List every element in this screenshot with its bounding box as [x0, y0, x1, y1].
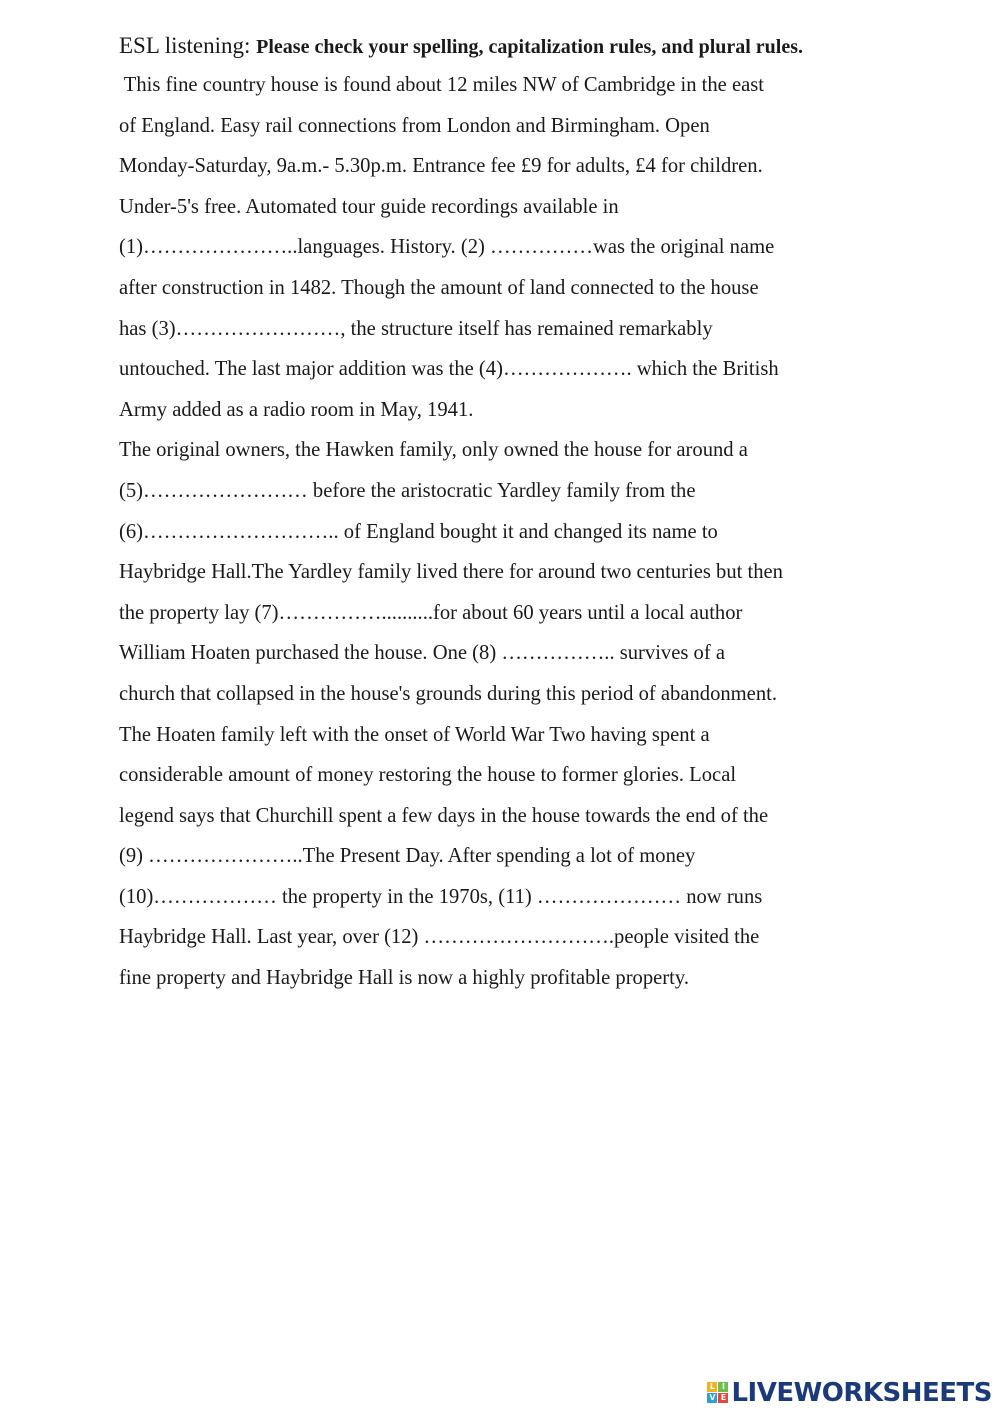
passage-line: Haybridge Hall.The Yardley family lived there for around two centuries but then: [119, 561, 783, 584]
header-instruction: Please check your spelling, capitalization rules, and plural rules.: [256, 36, 804, 58]
passage-line: Under-5's free. Automated tour guide recordings available in: [119, 195, 619, 218]
passage: [119, 65, 889, 999]
passage-line: Army added as a radio room in May, 1941.: [119, 398, 474, 421]
passage-line: of England. Easy rail connections from London and Birmingham. Open: [119, 114, 710, 137]
passage-line: fine property and Haybridge Hall is now a highly profitable property.: [119, 967, 689, 990]
logo-badge-letter: L: [707, 1382, 717, 1392]
logo-badge-icon: [707, 1382, 729, 1404]
passage-line: (10)……………… the property in the 1970s, (11) ………………… now runs: [119, 885, 763, 908]
worksheet-page: [119, 32, 889, 999]
passage-line: the property lay (7)……………..........for about 60 years until a local author: [119, 601, 743, 624]
passage-line: after construction in 1482. Though the amount of land connected to the house: [119, 276, 759, 299]
passage-line: William Hoaten purchased the house. One (8) …………….. survives of a: [119, 642, 725, 665]
liveworksheets-logo[interactable]: [707, 1379, 992, 1407]
logo-badge-letter: E: [718, 1393, 728, 1403]
passage-line: Haybridge Hall. Last year, over (12) ……………………….people visited the: [119, 926, 760, 949]
logo-badge-letter: V: [709, 1393, 716, 1402]
passage-line: The Hoaten family left with the onset of World War Two having spent a: [119, 723, 710, 746]
logo-wordmark: LIVEWORKSHEETS: [731, 1378, 992, 1408]
passage-line: (1)…………………..languages. History. (2) ……………was the original name: [119, 236, 775, 259]
passage-line: untouched. The last major addition was the (4)………………. which the British: [119, 358, 779, 381]
passage-line: The original owners, the Hawken family, only owned the house for around a: [119, 439, 748, 462]
passage-line: considerable amount of money restoring the house to former glories. Local: [119, 764, 737, 787]
passage-line: Monday-Saturday, 9a.m.- 5.30p.m. Entrance fee £9 for adults, £4 for children.: [119, 155, 763, 178]
passage-line: legend says that Churchill spent a few days in the house towards the end of the: [119, 804, 769, 827]
passage-line: (9) …………………..The Present Day. After spending a lot of money: [119, 845, 696, 868]
passage-line: has (3)……………………, the structure itself has remained remarkably: [119, 317, 713, 340]
logo-badge-letter: I: [718, 1382, 728, 1392]
worksheet-header: [119, 32, 889, 62]
passage-line: church that collapsed in the house's grounds during this period of abandonment.: [119, 682, 777, 705]
passage-line: (6)……………………….. of England bought it and changed its name to: [119, 520, 718, 543]
passage-line: (5)…………………… before the aristocratic Yardley family from the: [119, 479, 696, 502]
header-lead: ESL listening:: [119, 33, 257, 58]
passage-line: This fine country house is found about 12 miles NW of Cambridge in the east: [119, 74, 764, 96]
